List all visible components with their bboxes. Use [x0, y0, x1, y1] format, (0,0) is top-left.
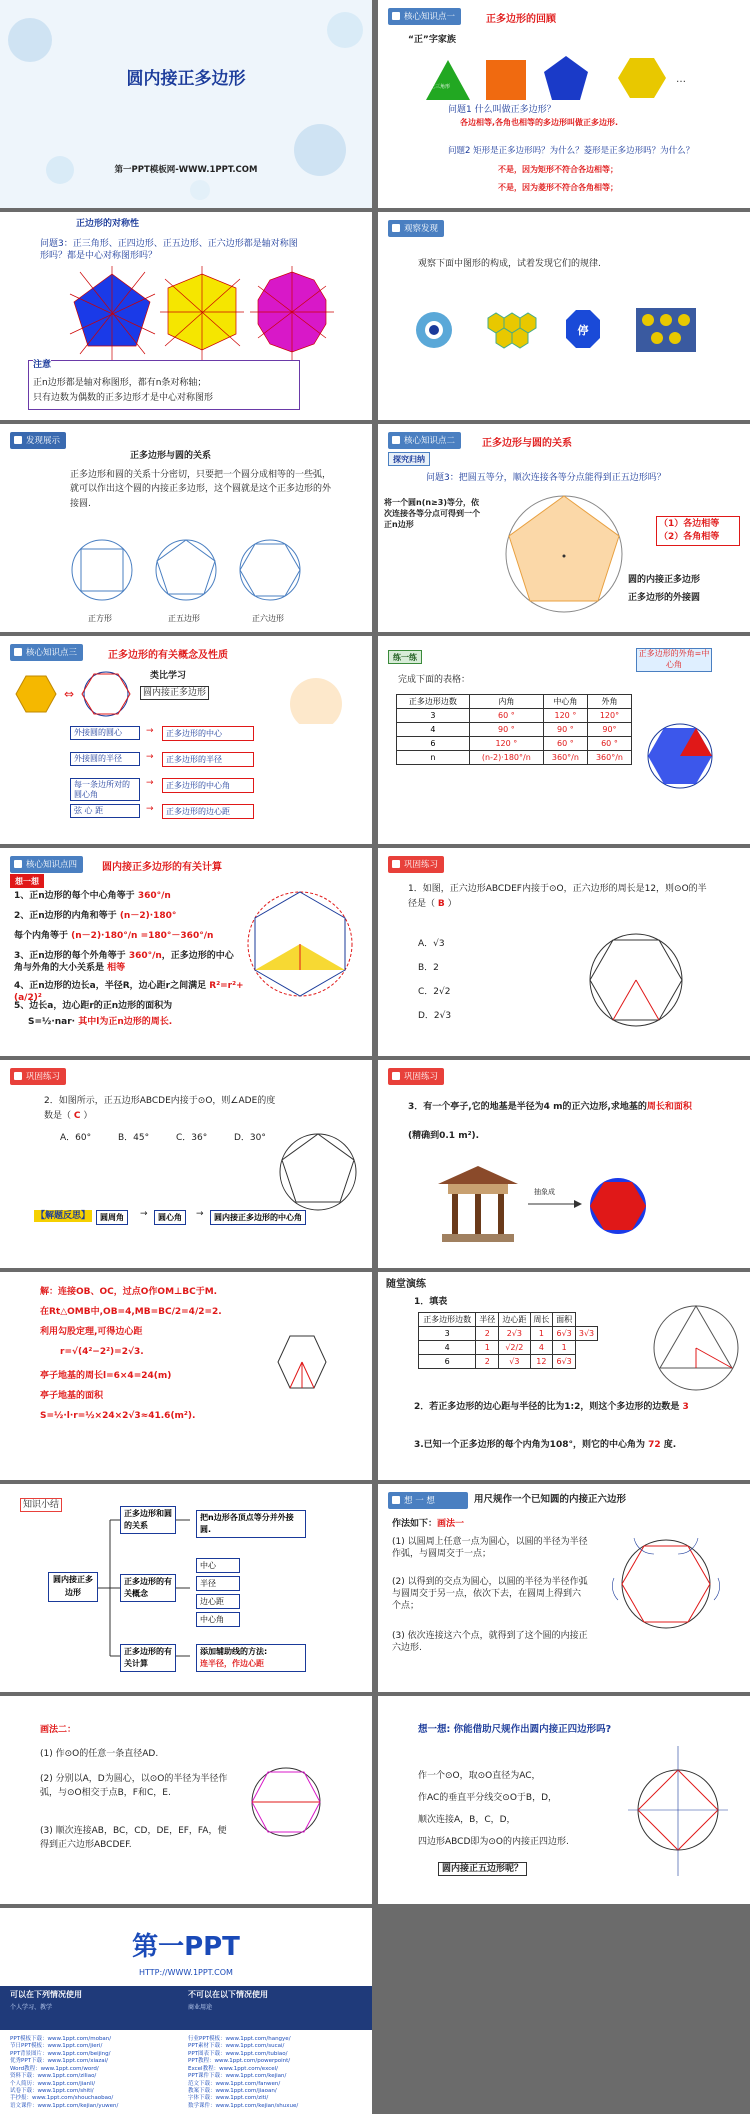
table-cell: 120 °	[543, 709, 587, 723]
reflection-step-3: 圆内接正多边形的中心角	[210, 1210, 306, 1225]
footer-link[interactable]: PPT课件下载：www.1ppt.com/kejian/	[188, 2073, 287, 2080]
section-title: 正边形的对称性	[76, 219, 140, 229]
section-header: 巩固练习	[10, 1068, 66, 1085]
table-cell: 3√3	[576, 1327, 598, 1341]
table-cell: 90 °	[543, 723, 587, 737]
answer-3: 不是，因为菱形不符合各角相等；	[498, 183, 618, 192]
item-2: 2、正n边形的内角和等于 (n－2)·180°	[14, 911, 177, 921]
question: 问题3：把圆五等分，顺次连接各等分点能得到正五边形吗？	[426, 473, 666, 483]
method-label: 作法如下：画法一	[392, 1519, 465, 1529]
question-1: 问题1 什么叫做正多边形？	[448, 105, 556, 115]
section-header: 核心知识点二	[388, 432, 461, 449]
slide-observe	[378, 212, 750, 420]
solution-line-1: 解：连接OB、OC，过点O作OM⊥BC于M.	[40, 1287, 218, 1297]
table-header-cell: 中心角	[543, 695, 587, 709]
property-2: （2）各角相等	[659, 532, 720, 542]
table-cell: 1	[553, 1341, 576, 1355]
inscribed-figures	[0, 532, 372, 612]
note-title: 注意	[33, 360, 52, 370]
solution-line-4: r=√(4²−2²)=2√3.	[60, 1347, 144, 1357]
section-title: 正多边形的有关概念及性质	[108, 650, 228, 661]
slide-construct-2	[0, 1696, 372, 1904]
arrow-icon: →	[146, 726, 154, 736]
step-3: (3) 依次连接这六个点，就得到了这个圆的内接正六边形.	[392, 1631, 588, 1654]
section-header: 巩固练习	[388, 856, 444, 873]
concept-meaning: 正多边形的中心	[162, 726, 254, 741]
subtitle: 第一PPT模板网-WWW.1PPT.COM	[114, 165, 258, 175]
concept-meaning: 正多边形的半径	[162, 752, 254, 767]
think-label: 想一想	[10, 874, 44, 888]
table-cell: 360°/n	[587, 751, 631, 765]
slide-construct-square	[378, 1696, 750, 1904]
caption-hexagon: 正六边形	[252, 614, 284, 623]
label-circumscribed: 正多边形的外接圆	[628, 593, 701, 603]
section-header: 想 一 想	[388, 1492, 468, 1509]
table-header-cell: 正多边形边数	[419, 1313, 476, 1327]
drill-3: 3.已知一个正多边形的每个内角为108°，则它的中心角为 72 度.	[414, 1440, 677, 1450]
square-figure	[378, 1736, 750, 1886]
table-cell: 60 °	[469, 709, 543, 723]
item-6: 5、边长a，边心距r的正n边形的面积为	[14, 1001, 173, 1011]
brand-logo: 第一PPT	[132, 1932, 240, 1962]
slide-calculation	[0, 848, 372, 1056]
reflection-step-1: 圆周角	[96, 1210, 128, 1225]
stop-sign-text: 停	[577, 324, 589, 337]
property-box	[656, 516, 740, 546]
practice-label: 练一练	[388, 650, 422, 664]
slide-relation	[378, 424, 750, 632]
more-dots: …	[676, 74, 686, 85]
answer-1: 各边相等,各角也相等的多边形叫做正多边形.	[460, 118, 619, 127]
caption-pentagon: 正五边形	[168, 614, 200, 623]
question-3: 问题3：正三角形、正四边形、正五边形、正六边形都是轴对称图形吗？都是中心对称图形吗？	[40, 239, 298, 262]
concept-term: 弦 心 距	[70, 804, 140, 818]
step-2: (2) 分别以A，D为圆心，以⊙O的半径为半径作弧，与⊙O相交于点B，F和C，E.	[40, 1774, 228, 1799]
drill-2: 2．若正多边形的边心距与半径的比为1:2，则这个多边形的边数是 3	[414, 1402, 689, 1412]
can-use-title: 可以在下列情况使用	[10, 1990, 82, 1999]
links-left	[10, 2036, 180, 2110]
section-header: 核心知识点四	[10, 856, 83, 873]
leaf-apothem: 边心距	[196, 1594, 240, 1609]
item-1: 1、正n边形的每个中心角等于 360°/n	[14, 891, 171, 901]
leaf-center: 中心	[196, 1558, 240, 1573]
table-cell: 1	[476, 1341, 499, 1355]
footer-link[interactable]: 节日PPT模板：www.1ppt.com/jieri/	[10, 2043, 103, 2050]
decor-bubbles	[0, 0, 372, 208]
leaf-relation: 把n边形各顶点等分并外接圆.	[196, 1510, 306, 1538]
footer-band	[0, 1986, 372, 2030]
caption-square: 正方形	[88, 614, 112, 623]
tree-lines	[0, 1484, 372, 1692]
summary-label: 探究归纳	[388, 452, 430, 466]
table-cell: n	[397, 751, 470, 765]
table-cell: 4	[419, 1341, 476, 1355]
footer-link[interactable]: PPT模板下载：www.1ppt.com/moban/	[10, 2036, 112, 2042]
pentagon-figure	[0, 1122, 372, 1212]
item-6-formula: S=½·nar· 其中l为正n边形的周长.	[28, 1017, 173, 1027]
table-header-cell: 边心距	[499, 1313, 530, 1327]
footer-link[interactable]: 个人简历：www.1ppt.com/jianli/	[10, 2080, 96, 2087]
abstract-label: 抽象成	[534, 1188, 555, 1196]
solution-line-6: 亭子地基的面积	[40, 1391, 104, 1401]
table-cell: 3	[419, 1327, 476, 1341]
step-1: (1) 以圆周上任意一点为圆心，以圆的半径为半径作弧，与圆周交于一点；	[392, 1537, 588, 1560]
section-title: 圆内接正多边形的有关计算	[102, 862, 222, 873]
symmetry-figures	[0, 264, 372, 364]
brand-url: HTTP://WWW.1PPT.COM	[139, 1968, 233, 1977]
item-5: 4、正n边形的边长a，半径R，边心距r之间满足 R²=r²+(a/2)²	[14, 981, 244, 1004]
item-4: 3、正n边形的每个外角等于 360°/n，正多边形的中心角与外角的大小关系是 相等	[14, 951, 234, 974]
option-c: C．2√2	[418, 987, 451, 997]
family-label: “正”字家族	[408, 35, 456, 45]
slide-exercise-3	[378, 1060, 750, 1268]
slide-construct-1	[378, 1484, 750, 1692]
table-cell: 60 °	[587, 737, 631, 751]
branch-concepts: 正多边形的有关概念	[120, 1574, 176, 1602]
concept-term: 外接圆的半径	[70, 752, 140, 766]
leaf-radius: 半径	[196, 1576, 240, 1591]
footer-link[interactable]: PPT图表下载：www.1ppt.com/tubiao/	[188, 2050, 288, 2057]
construction-figure	[378, 1524, 750, 1654]
note-box	[28, 360, 300, 410]
slide-review	[378, 0, 750, 208]
analogy-label: 类比学习	[150, 671, 187, 681]
table-cell: 4	[530, 1341, 553, 1355]
footer-link[interactable]: PPT背景图片：www.1ppt.com/beijing/	[10, 2050, 111, 2057]
decagon-diagram	[0, 888, 372, 1008]
section-title: 正多边形的回顾	[486, 14, 556, 25]
table-cell: 6√3	[553, 1327, 576, 1341]
option-d: D．30°	[234, 1133, 266, 1143]
step-1: 作一个⊙O，取⊙O直径为AC，	[418, 1771, 541, 1781]
pavilion-figure	[378, 1156, 750, 1256]
section-header: 核心知识点三	[10, 644, 83, 661]
arrow-icon: →	[146, 778, 154, 788]
table-cell: √3	[499, 1355, 530, 1369]
callout: 正多边形的外角=中心角	[636, 648, 712, 672]
exercise-question: 3．有一个亭子,它的地基是半径为4 m的正六边形,求地基的周长和面积	[408, 1102, 692, 1112]
slide-discovery	[0, 424, 372, 632]
reflection-label: 【解题反思】	[36, 1211, 91, 1221]
note-line-2: 只有边数为偶数的正多边形才是中心对称图形	[33, 393, 214, 403]
footer-link[interactable]: 字体下载：www.1ppt.com/ziti/	[188, 2095, 269, 2102]
table-cell: √2/2	[499, 1341, 530, 1355]
table-cell: 4	[397, 723, 470, 737]
footer-link[interactable]: 语文课件：www.1ppt.com/kejian/yuwen/	[10, 2102, 119, 2109]
table-cell: 6	[419, 1355, 476, 1369]
answer-2: 不是，因为矩形不符合各边相等；	[498, 165, 618, 174]
arrow-icon: ⇔	[64, 687, 75, 701]
arrow-2: →	[196, 1209, 204, 1219]
instruction: 完成下面的表格：	[398, 675, 471, 685]
footer-link[interactable]: PPT教程：www.1ppt.com/powerpoint/	[188, 2058, 291, 2065]
slide-title	[0, 0, 372, 208]
slide-drill	[378, 1272, 750, 1480]
footer-link[interactable]: 手抄报：www.1ppt.com/shouchaobao/	[10, 2095, 114, 2102]
concept-meaning: 正多边形的边心距	[162, 804, 254, 819]
followup-question: 圆内接正五边形呢？	[438, 1862, 527, 1876]
table-cell: 1	[530, 1327, 553, 1341]
footer-link[interactable]: 教案下载：www.1ppt.com/jiaoan/	[188, 2087, 277, 2094]
option-b: B．45°	[118, 1133, 150, 1143]
can-use-item: 个人学习、教学	[10, 2004, 53, 2011]
slide-exercise-1	[378, 848, 750, 1056]
solution-line-3: 利用勾股定理,可得边心距	[40, 1327, 143, 1337]
section-header: 发现展示	[10, 432, 66, 449]
shape-family	[378, 48, 750, 108]
footer-link[interactable]: 行业PPT模板：www.1ppt.com/hangye/	[188, 2036, 291, 2042]
section-title: 正多边形与圆的关系	[482, 438, 572, 449]
section-title: 随堂演练	[386, 1279, 426, 1290]
table-cell: 60 °	[543, 737, 587, 751]
slide-symmetry	[0, 212, 372, 420]
task: 用尺规作一个已知圆的内接正六边形	[474, 1494, 627, 1505]
discovery-paragraph: 正多边形和圆的关系十分密切，只要把一个圆分成相等的一些弧，就可以作出这个圆的内接正多边形，这个圆就是这个正多边形的外接圆.	[70, 470, 332, 509]
option-a: A．60°	[60, 1133, 92, 1143]
tree-root: 圆内接正多边形	[48, 1572, 98, 1602]
slide-exercise-2	[0, 1060, 372, 1268]
section-title: 正多边形与圆的关系	[130, 451, 212, 461]
option-d: D．2√3	[418, 1011, 452, 1021]
exercise-precision: (精确到0.1 m²).	[408, 1131, 480, 1141]
option-a: A．√3	[418, 939, 445, 949]
solution-line-5: 亭子地基的周长l=6×4=24(m)	[40, 1371, 172, 1381]
step-2: 作AC的垂直平分线交⊙O于B，D，	[418, 1793, 558, 1803]
step-2: (2) 以得到的交点为圆心，以圆的半径为半径作弧与圆周交于另一点，依次下去，在圆周上得到六个点；	[392, 1577, 588, 1612]
table-cell: 6√3	[553, 1355, 576, 1369]
table-cell: 6	[397, 737, 470, 751]
table-cell: 3	[397, 709, 470, 723]
concept-term: 每一条边所对的圆心角	[70, 778, 140, 801]
property-1: （1）各边相等	[659, 519, 720, 529]
footer-link[interactable]: Word教程：www.1ppt.com/word/	[10, 2065, 99, 2072]
table-header-cell: 正多边形边数	[397, 695, 470, 709]
leaf-central-angle: 中心角	[196, 1612, 240, 1627]
solution-line-7: S=½·l·r=½×24×2√3≈41.6(m²).	[40, 1411, 196, 1421]
table-cell: 120°	[587, 709, 631, 723]
footer-link[interactable]: PPT素材下载：www.1ppt.com/sucai/	[188, 2043, 285, 2050]
footer-link[interactable]: 数学课件：www.1ppt.com/kejian/shuxue/	[188, 2102, 299, 2109]
footer-link[interactable]: 资料下载：www.1ppt.com/ziliao/	[10, 2073, 97, 2080]
slide-practice-table	[378, 636, 750, 844]
table-header-cell: 外角	[587, 695, 631, 709]
exercise-question: 2．如图所示，正五边形ABCDE内接于⊙O，则∠ADE的度数是（ C ）	[44, 1096, 276, 1122]
links-right	[188, 2036, 358, 2110]
branch-relation: 正多边形和圆的关系	[120, 1506, 176, 1534]
branch-calc: 正多边形的有关计算	[120, 1644, 176, 1672]
step-4: 四边形ABCD即为⊙O的内接正四边形.	[418, 1837, 569, 1847]
concept-meaning: 正多边形的中心角	[162, 778, 254, 793]
table-cell: 120 °	[469, 737, 543, 751]
exercise-question: 1．如图，正六边形ABCDEF内接于⊙O，正六边形的周长是12，则⊙O的半径是（ B ）	[408, 884, 707, 910]
footer-link[interactable]: 试卷下载：www.1ppt.com/shiti/	[10, 2087, 94, 2094]
question: 想一想: 你能借助尺规作出圆内接正四边形吗?	[418, 1724, 612, 1735]
left-statement: 将一个圆n(n≥3)等分，依次连接各等分点可得到一个正n边形	[384, 498, 480, 529]
step-3: (3) 顺次连接AB，BC，CD，DE，EF，FA，便得到正六边形ABCDEF.	[40, 1826, 227, 1851]
section-title: 知识小结	[20, 1498, 62, 1512]
table-cell: (n-2)·180°/n	[469, 751, 543, 765]
table-cell: 360°/n	[543, 751, 587, 765]
slide-footer	[0, 1908, 372, 2114]
slide-solution	[0, 1272, 372, 1480]
footer-link[interactable]: 范文下载：www.1ppt.com/fanwen/	[188, 2080, 281, 2087]
cannot-use-item: 商业用途	[188, 2004, 213, 2011]
question-2: 问题2 矩形是正多边形吗？为什么？菱形是正多边形吗？为什么？	[448, 146, 695, 156]
table-header-cell: 周长	[530, 1313, 553, 1327]
analogy-sub: 圆内接正多边形	[140, 686, 209, 700]
table-cell: 2√3	[499, 1327, 530, 1341]
table-header-cell: 半径	[476, 1313, 499, 1327]
hexagon-figure	[378, 926, 750, 1046]
table-cell: 90°	[587, 723, 631, 737]
table-cell: 90 °	[469, 723, 543, 737]
step-3: 顺次连接A，B，C，D，	[418, 1815, 516, 1825]
section-header: 巩固练习	[388, 1068, 444, 1085]
footer-link[interactable]: 优秀PPT下载：www.1ppt.com/xiazai/	[10, 2058, 109, 2065]
pattern-images	[378, 298, 750, 368]
reflection-step-2: 圆心角	[154, 1210, 186, 1225]
triangle-figure	[378, 1296, 750, 1396]
table-header-cell: 面积	[553, 1313, 576, 1327]
arrow-icon: →	[146, 752, 154, 762]
step-1: (1) 作⊙O的任意一条直径AD.	[40, 1749, 159, 1759]
observe-text: 观察下面中图形的构成，试着发现它们的规律.	[418, 259, 601, 269]
hexagon-solution-figure	[0, 1322, 372, 1412]
arrow-1: →	[140, 1209, 148, 1219]
page-title: 圆内接正多边形	[126, 69, 246, 89]
table-header-cell: 内角	[469, 695, 543, 709]
footer-link[interactable]: Excel教程：www.1ppt.com/excel/	[188, 2065, 279, 2072]
hexagon-diagram	[378, 706, 750, 836]
arrow-icon: →	[146, 804, 154, 814]
section-header: 观察发现	[388, 220, 444, 237]
method-2: 画法二：	[40, 1725, 77, 1735]
construct-2-figure	[0, 1752, 372, 1852]
shape-label-1: 正三角形	[430, 84, 451, 90]
note-line-1: 正n边形都是轴对称图形，都有n条对称轴；	[33, 378, 207, 388]
table-cell: 2	[476, 1355, 499, 1369]
drill-1: 1．填表	[414, 1297, 448, 1307]
section-header: 核心知识点一	[388, 8, 461, 25]
cannot-use-title: 不可以在以下情况使用	[188, 1990, 268, 1999]
slide-concepts	[0, 636, 372, 844]
option-b: B．2	[418, 963, 439, 973]
label-inscribed: 圆的内接正多边形	[628, 575, 701, 585]
table-cell: 12	[530, 1355, 553, 1369]
table-cell: 2	[476, 1327, 499, 1341]
solution-line-2: 在Rt△OMB中,OB=4,MB=BC/2=4/2=2.	[40, 1307, 222, 1317]
leaf-calc: 添加辅助线的方法: 连半径，作边心距	[196, 1644, 306, 1672]
item-3: 每个内角等于 (n－2)·180°/n =180°－360°/n	[14, 931, 214, 941]
option-c: C．36°	[176, 1133, 208, 1143]
slide-summary	[0, 1484, 372, 1692]
concept-term: 外接圆的圆心	[70, 726, 140, 740]
